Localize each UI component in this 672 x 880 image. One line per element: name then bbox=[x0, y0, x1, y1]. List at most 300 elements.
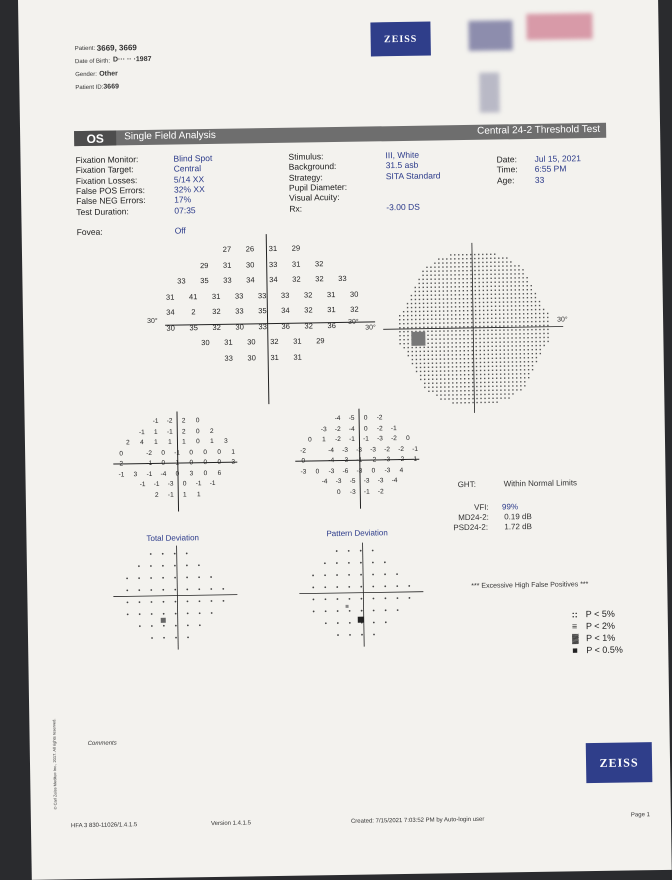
gray-dot bbox=[407, 303, 408, 304]
gray-dot bbox=[488, 394, 489, 395]
grid-value: 29 bbox=[316, 336, 325, 346]
gray-dot bbox=[444, 398, 445, 399]
gray-dot bbox=[519, 297, 520, 298]
gray-dot bbox=[471, 342, 472, 343]
gray-dot bbox=[420, 375, 421, 376]
gray-dot bbox=[460, 370, 461, 371]
gray-dot bbox=[475, 302, 476, 303]
gray-dot bbox=[443, 346, 444, 347]
gray-dot bbox=[424, 351, 425, 352]
gray-dot bbox=[516, 369, 517, 370]
gray-dot bbox=[455, 342, 456, 343]
gray-dot bbox=[520, 361, 521, 362]
gray-dot bbox=[451, 342, 452, 343]
gray-dot bbox=[456, 386, 457, 387]
grid-value: 32 bbox=[292, 274, 301, 284]
prob-dot bbox=[360, 562, 362, 564]
gray-dot bbox=[456, 370, 457, 371]
grid-value: -3 bbox=[356, 467, 363, 475]
gray-dot bbox=[479, 294, 480, 295]
grid-value: -1 bbox=[362, 435, 369, 443]
gray-dot bbox=[432, 379, 433, 380]
legend-label: P < 2% bbox=[585, 620, 616, 632]
gray-dot bbox=[495, 342, 496, 343]
gray-dot bbox=[476, 394, 477, 395]
gray-dot bbox=[508, 381, 509, 382]
grid-value: -1 bbox=[139, 481, 146, 489]
gray-dot bbox=[456, 374, 457, 375]
gray-dot bbox=[547, 329, 548, 330]
grid-value: -1 bbox=[209, 479, 216, 488]
gray-dot bbox=[439, 346, 440, 347]
gray-dot bbox=[456, 394, 457, 395]
prob-dot bbox=[349, 622, 351, 624]
gray-dot bbox=[527, 329, 528, 330]
prob-dot bbox=[150, 577, 152, 579]
gray-dot bbox=[522, 273, 523, 274]
gray-dot bbox=[430, 275, 431, 276]
prob-dot bbox=[162, 565, 164, 567]
prob-dot bbox=[163, 637, 165, 639]
gray-dot bbox=[531, 325, 532, 326]
gray-dot bbox=[527, 285, 528, 286]
gray-dot bbox=[523, 301, 524, 302]
gray-dot bbox=[447, 306, 448, 307]
gray-dot bbox=[419, 287, 420, 288]
patient-value: 3669, 3669 bbox=[96, 43, 137, 53]
gray-dot bbox=[523, 297, 524, 298]
grid-value: 0 bbox=[203, 469, 208, 477]
gray-dot bbox=[427, 315, 428, 316]
model-text: HFA 3 830-11026/1.4.1.5 bbox=[70, 822, 138, 830]
gray-dot bbox=[495, 302, 496, 303]
gray-dot bbox=[495, 306, 496, 307]
grid-value: 31 bbox=[293, 352, 302, 362]
legend-label: P < 0.5% bbox=[586, 644, 623, 656]
grid-value: 0 bbox=[363, 414, 368, 422]
grid-value: 0 bbox=[161, 459, 166, 467]
gray-dot bbox=[411, 295, 412, 296]
gray-dot bbox=[459, 290, 460, 291]
grid-value: 31 bbox=[165, 292, 175, 302]
gray-dot bbox=[514, 273, 515, 274]
gray-dot bbox=[448, 354, 449, 355]
gray-dot bbox=[423, 347, 424, 348]
gray-dot bbox=[506, 281, 507, 282]
gray-dot bbox=[472, 386, 473, 387]
gray-dot bbox=[511, 293, 512, 294]
gray-dot bbox=[507, 337, 508, 338]
gray-dot bbox=[528, 357, 529, 358]
gray-dot bbox=[435, 294, 436, 295]
gray-dot bbox=[482, 282, 483, 283]
gray-dot bbox=[476, 374, 477, 375]
gray-dot bbox=[519, 341, 520, 342]
gray-dot bbox=[470, 282, 471, 283]
grid-value: 29 bbox=[291, 243, 301, 253]
prob-dot bbox=[198, 564, 200, 566]
gray-dot bbox=[524, 361, 525, 362]
gray-dot bbox=[456, 362, 457, 363]
grid-value: 30 bbox=[201, 338, 210, 348]
gray-dot bbox=[480, 370, 481, 371]
grid-value: 0 bbox=[363, 425, 368, 433]
gray-dot bbox=[482, 258, 483, 259]
gray-dot bbox=[412, 359, 413, 360]
gray-dot bbox=[512, 389, 513, 390]
gray-dot bbox=[483, 326, 484, 327]
gray-dot bbox=[447, 302, 448, 303]
param-value: Off bbox=[174, 225, 186, 236]
gray-dot bbox=[510, 273, 511, 274]
grid-value: -6 bbox=[342, 467, 349, 475]
gray-dot bbox=[504, 393, 505, 394]
legend-item bbox=[572, 609, 615, 620]
gray-dot bbox=[532, 361, 533, 362]
gray-dot bbox=[443, 310, 444, 311]
prob-dot bbox=[162, 577, 164, 579]
gray-dot bbox=[451, 338, 452, 339]
gray-dot bbox=[439, 306, 440, 307]
grid-value: 0 bbox=[189, 448, 193, 456]
gray-dot bbox=[471, 286, 472, 287]
blind-spot bbox=[411, 332, 425, 346]
gray-dot bbox=[483, 338, 484, 339]
gray-dot bbox=[411, 327, 412, 328]
gray-dot bbox=[428, 387, 429, 388]
gray-dot bbox=[502, 261, 503, 262]
gray-dot bbox=[539, 337, 540, 338]
gray-dot bbox=[475, 342, 476, 343]
gray-dot bbox=[539, 333, 540, 334]
gray-dot bbox=[411, 347, 412, 348]
grid-value: 1 bbox=[153, 428, 158, 436]
gray-dot bbox=[494, 278, 495, 279]
grid-value: 32 bbox=[315, 274, 324, 284]
gray-dot bbox=[527, 297, 528, 298]
gray-dot bbox=[492, 358, 493, 359]
gray-dot bbox=[447, 334, 448, 335]
gray-dot bbox=[444, 350, 445, 351]
prob-dot bbox=[312, 587, 314, 589]
param-label: Age: bbox=[496, 174, 515, 186]
grid-value: -3 bbox=[320, 425, 327, 433]
prob-dot bbox=[360, 586, 362, 588]
gray-dot bbox=[528, 361, 529, 362]
grid-value: -5 bbox=[349, 477, 356, 485]
gray-dot bbox=[539, 305, 540, 306]
gray-dot bbox=[508, 389, 509, 390]
grid-value: 3 bbox=[189, 469, 194, 477]
prob-dot bbox=[384, 561, 386, 563]
prob-dot bbox=[337, 610, 339, 612]
psd-value: 1.72 dB bbox=[504, 521, 532, 532]
grid-value: 1 bbox=[196, 490, 201, 498]
gray-dot bbox=[518, 281, 519, 282]
gray-dot bbox=[439, 322, 440, 323]
gray-dot bbox=[479, 342, 480, 343]
grid-value: 0 bbox=[161, 449, 165, 457]
gray-dot bbox=[443, 342, 444, 343]
gray-dot bbox=[464, 390, 465, 391]
gray-dot bbox=[464, 370, 465, 371]
gray-dot bbox=[543, 321, 544, 322]
gray-dot bbox=[494, 270, 495, 271]
gray-dot bbox=[450, 282, 451, 283]
gray-dot bbox=[535, 313, 536, 314]
gray-dot bbox=[492, 354, 493, 355]
gray-dot bbox=[440, 390, 441, 391]
gray-dot bbox=[420, 351, 421, 352]
gray-dot bbox=[487, 338, 488, 339]
gray-dot bbox=[471, 330, 472, 331]
gray-dot bbox=[459, 302, 460, 303]
gray-dot bbox=[539, 329, 540, 330]
gray-dot bbox=[503, 313, 504, 314]
gray-dot bbox=[447, 342, 448, 343]
gray-dot bbox=[431, 319, 432, 320]
gray-dot bbox=[454, 270, 455, 271]
gray-dot bbox=[495, 322, 496, 323]
grid-value: 33 bbox=[235, 306, 244, 316]
gray-dot bbox=[422, 279, 423, 280]
gray-dot bbox=[535, 333, 536, 334]
gray-dot bbox=[419, 319, 420, 320]
gray-dot bbox=[496, 390, 497, 391]
gray-dot bbox=[431, 299, 432, 300]
gray-dot bbox=[435, 306, 436, 307]
gray-dot bbox=[442, 266, 443, 267]
prob-dot bbox=[187, 600, 189, 602]
gray-dot bbox=[407, 347, 408, 348]
gray-dot bbox=[444, 366, 445, 367]
gray-dot bbox=[483, 346, 484, 347]
gray-dot bbox=[456, 350, 457, 351]
param-value: 17% bbox=[174, 194, 192, 205]
total-deviation-probability-plot bbox=[113, 545, 245, 657]
prob-dot bbox=[211, 612, 213, 614]
gray-dot bbox=[438, 258, 439, 259]
gray-dot bbox=[459, 294, 460, 295]
gray-dot bbox=[474, 278, 475, 279]
gray-dot bbox=[474, 274, 475, 275]
gray-dot bbox=[428, 391, 429, 392]
gray-dot bbox=[540, 349, 541, 350]
gray-dot bbox=[515, 301, 516, 302]
gray-dot bbox=[480, 386, 481, 387]
gray-dot bbox=[471, 310, 472, 311]
gray-dot bbox=[535, 293, 536, 294]
gray-dot bbox=[519, 289, 520, 290]
prob-dot bbox=[349, 634, 351, 636]
gray-dot bbox=[472, 358, 473, 359]
gray-dot bbox=[426, 279, 427, 280]
prob-dot bbox=[223, 600, 225, 602]
prob-dot bbox=[348, 550, 350, 552]
gray-dot bbox=[500, 381, 501, 382]
gray-dot bbox=[507, 333, 508, 334]
gray-dot bbox=[427, 339, 428, 340]
gray-dot bbox=[531, 297, 532, 298]
gray-dot bbox=[479, 330, 480, 331]
gray-dot bbox=[468, 358, 469, 359]
gray-dot bbox=[448, 382, 449, 383]
gray-dot bbox=[484, 362, 485, 363]
gray-dot bbox=[428, 379, 429, 380]
gray-dot bbox=[435, 314, 436, 315]
gray-dot bbox=[514, 269, 515, 270]
prob-dot bbox=[211, 600, 213, 602]
gray-dot bbox=[527, 289, 528, 290]
gray-dot bbox=[423, 303, 424, 304]
gray-dot bbox=[520, 377, 521, 378]
gray-dot bbox=[508, 385, 509, 386]
gray-dot bbox=[423, 311, 424, 312]
gray-dot bbox=[415, 323, 416, 324]
gray-dot bbox=[504, 377, 505, 378]
gray-dot bbox=[484, 366, 485, 367]
gray-dot bbox=[484, 374, 485, 375]
gray-dot bbox=[528, 353, 529, 354]
gray-dot bbox=[430, 279, 431, 280]
gray-dot bbox=[510, 265, 511, 266]
gray-dot bbox=[535, 305, 536, 306]
gray-dot bbox=[522, 269, 523, 270]
gray-dot bbox=[504, 381, 505, 382]
gray-dot bbox=[411, 307, 412, 308]
gray-dot bbox=[440, 398, 441, 399]
gray-dot bbox=[511, 297, 512, 298]
gray-dot bbox=[500, 389, 501, 390]
gray-dot bbox=[504, 365, 505, 366]
gray-dot bbox=[523, 305, 524, 306]
gray-dot bbox=[427, 331, 428, 332]
gray-dot bbox=[535, 317, 536, 318]
gray-dot bbox=[479, 338, 480, 339]
gray-dot bbox=[447, 318, 448, 319]
gray-dot bbox=[424, 371, 425, 372]
gray-dot bbox=[520, 389, 521, 390]
grid-value: -1 bbox=[152, 417, 159, 425]
gray-dot bbox=[443, 338, 444, 339]
gray-dot bbox=[443, 286, 444, 287]
gray-dot bbox=[456, 366, 457, 367]
gray-dot bbox=[431, 347, 432, 348]
gray-dot bbox=[510, 277, 511, 278]
gray-dot bbox=[455, 330, 456, 331]
gray-dot bbox=[470, 262, 471, 263]
gray-dot bbox=[474, 270, 475, 271]
gray-dot bbox=[431, 307, 432, 308]
gray-dot bbox=[495, 310, 496, 311]
gray-dot bbox=[438, 278, 439, 279]
grid-value: 30 bbox=[349, 289, 359, 299]
grid-value: 30 bbox=[247, 352, 256, 362]
gray-dot bbox=[484, 394, 485, 395]
gray-dot bbox=[467, 326, 468, 327]
grid-value: 29 bbox=[199, 260, 209, 270]
grid-value: 31 bbox=[293, 336, 302, 346]
gray-dot bbox=[504, 373, 505, 374]
gray-dot bbox=[510, 281, 511, 282]
gray-dot bbox=[463, 338, 464, 339]
gray-dot bbox=[510, 269, 511, 270]
gray-dot bbox=[531, 301, 532, 302]
prob-dot bbox=[385, 621, 387, 623]
gray-dot bbox=[479, 318, 480, 319]
gray-dot bbox=[467, 330, 468, 331]
gray-dot bbox=[520, 381, 521, 382]
gray-dot bbox=[431, 287, 432, 288]
gray-dot bbox=[478, 278, 479, 279]
gray-dot bbox=[459, 318, 460, 319]
grid-value: 32 bbox=[270, 336, 279, 347]
param-label: Test Duration: bbox=[76, 205, 129, 217]
gray-dot bbox=[446, 278, 447, 279]
grid-value: 1 bbox=[182, 438, 186, 446]
gray-dot bbox=[459, 338, 460, 339]
prob-dot bbox=[360, 550, 362, 552]
gray-dot bbox=[508, 377, 509, 378]
gray-dot bbox=[427, 323, 428, 324]
prob-dot bbox=[199, 600, 201, 602]
gray-dot bbox=[415, 319, 416, 320]
gray-dot bbox=[452, 366, 453, 367]
grid-value: -2 bbox=[377, 487, 384, 495]
gray-dot bbox=[423, 327, 424, 328]
gray-dot bbox=[515, 313, 516, 314]
gray-dot bbox=[471, 298, 472, 299]
grid-value: -3 bbox=[384, 466, 391, 474]
prob-dot bbox=[162, 553, 164, 555]
gray-dot bbox=[507, 301, 508, 302]
gray-dot bbox=[468, 370, 469, 371]
param-label: Time: bbox=[496, 164, 518, 175]
p05-icon: ■ bbox=[572, 645, 578, 656]
gray-dot bbox=[479, 310, 480, 311]
gray-dot bbox=[399, 327, 400, 328]
gray-dot bbox=[432, 351, 433, 352]
gray-dot bbox=[460, 386, 461, 387]
gray-dot bbox=[502, 281, 503, 282]
gray-dot bbox=[415, 291, 416, 292]
grid-value: 1 bbox=[168, 438, 172, 446]
gray-dot bbox=[519, 285, 520, 286]
grid-value: -2 bbox=[376, 424, 383, 432]
legend-item bbox=[572, 645, 623, 656]
gray-dot bbox=[420, 359, 421, 360]
gray-dot bbox=[478, 266, 479, 267]
gray-dot bbox=[451, 310, 452, 311]
gray-dot bbox=[468, 362, 469, 363]
gray-dot bbox=[478, 270, 479, 271]
gray-dot bbox=[407, 339, 408, 340]
prob-dot bbox=[150, 553, 152, 555]
gray-dot bbox=[475, 346, 476, 347]
gray-dot bbox=[499, 293, 500, 294]
gray-dot bbox=[466, 274, 467, 275]
gray-dot bbox=[462, 254, 463, 255]
gray-dot bbox=[511, 333, 512, 334]
gray-dot bbox=[500, 393, 501, 394]
gray-dot bbox=[512, 353, 513, 354]
gray-dot bbox=[471, 322, 472, 323]
md-value: 0.19 dB bbox=[504, 511, 532, 522]
gray-dot bbox=[446, 266, 447, 267]
gray-dot bbox=[467, 342, 468, 343]
gray-dot bbox=[427, 327, 428, 328]
grid-value: 33 bbox=[234, 290, 244, 301]
